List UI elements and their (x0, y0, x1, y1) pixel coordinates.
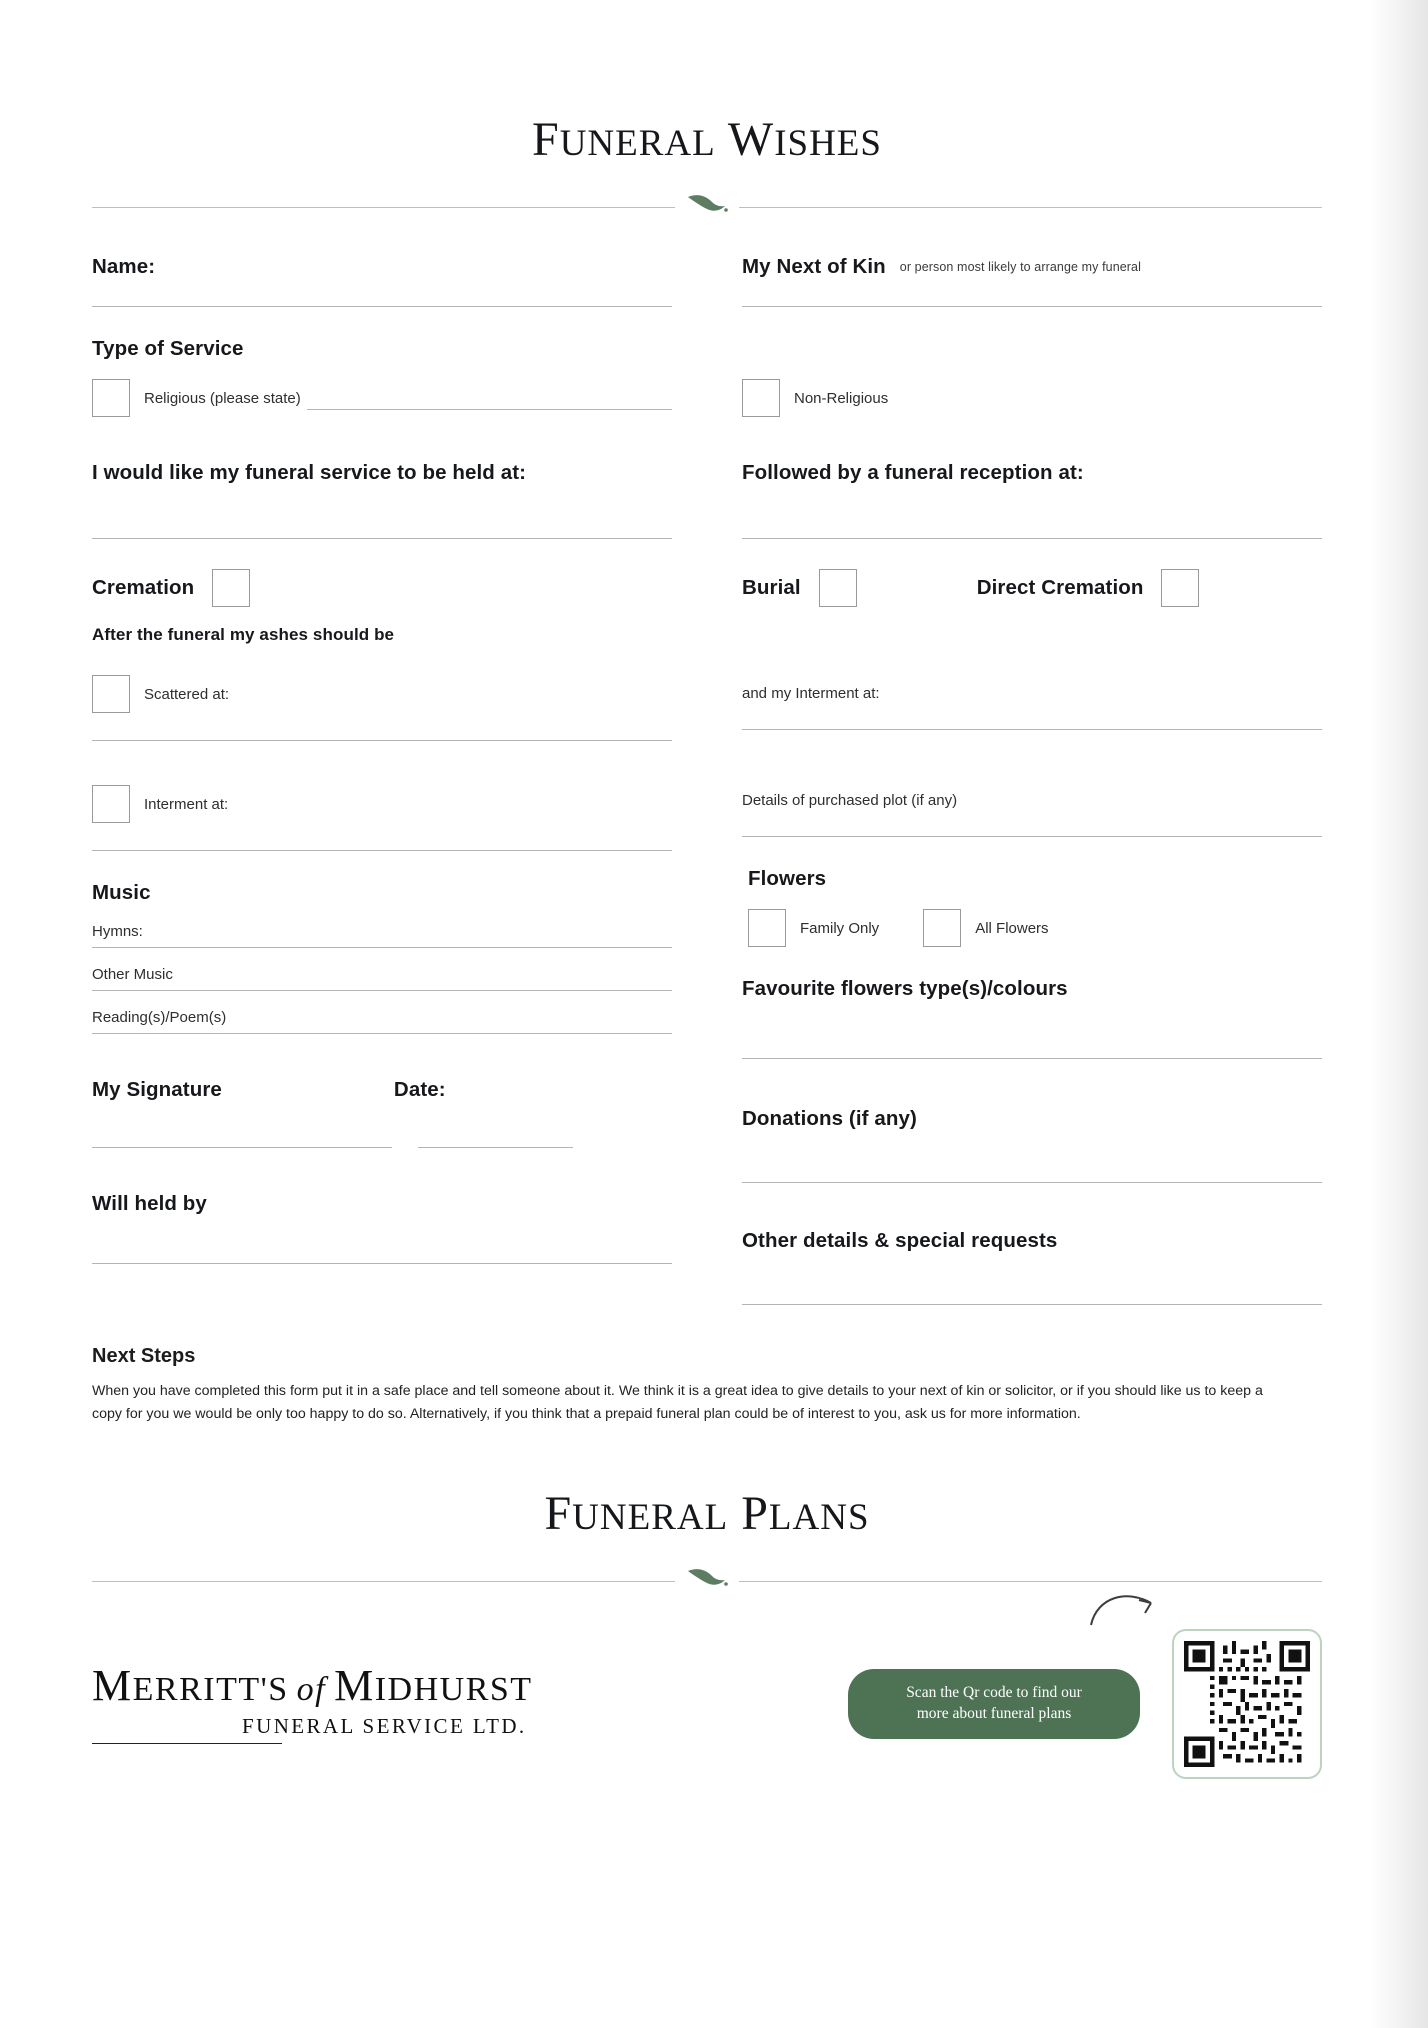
hymns-input[interactable] (92, 923, 672, 948)
interment-at-label: Interment at: (144, 795, 229, 813)
signature-input[interactable] (92, 1146, 392, 1148)
qr-section (848, 1629, 1322, 1779)
next-steps-body: When you have completed this form put it in a safe place and tell someone about it. We think it is a great idea to give details to your next of kin or solicitor, or if you should like us to keep a copy for you we would be only too happy to do so. Alternatively, if you think that a prepaid funeral plan could be of interest to you, ask us for more information. (92, 1383, 1263, 1422)
signature-lines (92, 1146, 672, 1148)
divider-line-left-2 (92, 1581, 675, 1582)
date-input[interactable] (418, 1146, 573, 1148)
readings-input[interactable] (92, 1009, 672, 1034)
company-logo (92, 1661, 533, 1744)
page-title-text: FUNERAL WISHES (531, 113, 882, 166)
date-label: Date: (393, 1078, 446, 1101)
scattered-at-input[interactable] (92, 739, 672, 741)
scan-text-line2: more about funeral plans (916, 1705, 1072, 1722)
burial-direct-row (742, 569, 1322, 607)
logo-midhurst: MIDHURST (334, 1661, 533, 1710)
left-column (92, 255, 672, 1305)
interment-at-input[interactable] (92, 849, 672, 851)
burial-label: Burial (742, 576, 801, 599)
divider-line-left (92, 207, 675, 208)
will-held-by-label: Will held by (92, 1192, 207, 1215)
logo-of: of (296, 1671, 327, 1708)
flowers-options (742, 909, 1322, 947)
divider-top (92, 193, 1322, 221)
qr-code-frame[interactable] (1172, 1629, 1322, 1779)
interment-label: and my Interment at: (742, 685, 880, 702)
readings-label: Reading(s)/Poem(s) (92, 1009, 227, 1026)
divider-line-right (739, 207, 1322, 208)
will-held-by-input[interactable] (92, 1262, 672, 1264)
logo-merritts: MERRITT'S (92, 1661, 289, 1710)
next-of-kin-label: My Next of Kin (742, 255, 886, 278)
interment-input[interactable] (742, 728, 1322, 730)
scan-text-line1: Scan the Qr code to find our (906, 1684, 1082, 1702)
religious-checkbox[interactable] (92, 379, 130, 417)
form-sheet (92, 0, 1322, 1779)
logo-underline (92, 1743, 282, 1744)
reception-input[interactable] (742, 537, 1322, 539)
curved-arrow-icon (1087, 1587, 1157, 1636)
service-held-at-label: I would like my funeral service to be held at: (92, 461, 527, 484)
cremation-checkbox[interactable] (212, 569, 250, 607)
favourite-flowers-label: Favourite flowers type(s)/colours (742, 977, 1068, 1000)
burial-checkbox[interactable] (819, 569, 857, 607)
family-only-label: Family Only (800, 919, 880, 937)
all-flowers-label: All Flowers (975, 919, 1049, 937)
type-of-service-label: Type of Service (92, 337, 244, 360)
plot-details-label: Details of purchased plot (if any) (742, 792, 958, 809)
dove-icon (675, 191, 739, 219)
other-details-label: Other details & special requests (742, 1229, 1058, 1252)
donations-input[interactable] (742, 1181, 1322, 1183)
next-of-kin-note: or person most likely to arrange my funeral (899, 260, 1141, 274)
flowers-label: Flowers (748, 867, 827, 890)
family-only-checkbox[interactable] (748, 909, 786, 947)
hymns-label: Hymns: (92, 923, 143, 940)
scattered-at-label: Scattered at: (144, 685, 230, 703)
religious-label: Religious (please state) (144, 389, 301, 407)
all-flowers-checkbox[interactable] (923, 909, 961, 947)
footer-title (92, 1486, 1322, 1541)
qr-code-icon (1184, 1641, 1310, 1767)
plot-details-input[interactable] (742, 835, 1322, 837)
name-label: Name: (92, 255, 156, 278)
next-steps-heading: Next Steps (92, 1345, 196, 1367)
form-columns (92, 255, 1322, 1305)
religious-option[interactable] (92, 379, 672, 417)
other-music-input[interactable] (92, 966, 672, 991)
dove-icon-2 (675, 1565, 739, 1593)
page-title (92, 112, 1322, 167)
non-religious-label: Non-Religious (794, 389, 889, 407)
signature-row (92, 1078, 672, 1102)
next-of-kin-input[interactable] (742, 305, 1322, 307)
service-held-at-input[interactable] (92, 537, 672, 539)
divider-line-right-2 (739, 1581, 1322, 1582)
non-religious-option[interactable] (742, 379, 1322, 417)
signature-label: My Signature (92, 1078, 222, 1101)
religious-detail-input[interactable] (307, 387, 672, 410)
other-music-label: Other Music (92, 966, 173, 983)
next-of-kin-heading (742, 255, 1322, 279)
non-religious-checkbox[interactable] (742, 379, 780, 417)
footer-title-text: FUNERAL PLANS (544, 1487, 870, 1540)
cremation-option[interactable] (92, 569, 672, 607)
other-details-input[interactable] (742, 1303, 1322, 1305)
ashes-label: After the funeral my ashes should be (92, 625, 395, 644)
right-column (742, 255, 1322, 1305)
cremation-label: Cremation (92, 576, 195, 599)
footer-content (92, 1629, 1322, 1779)
scan-qr-pill (848, 1669, 1140, 1739)
next-steps-section (92, 1345, 1322, 1426)
interment-option[interactable] (92, 785, 672, 823)
direct-cremation-checkbox[interactable] (1161, 569, 1199, 607)
music-label: Music (92, 881, 151, 904)
scattered-checkbox[interactable] (92, 675, 130, 713)
name-input[interactable] (92, 305, 672, 307)
scattered-option[interactable] (92, 675, 672, 713)
page-edge-shadow (1368, 0, 1428, 2028)
direct-cremation-label: Direct Cremation (976, 576, 1144, 599)
logo-subtitle: FUNERAL SERVICE LTD. (242, 1714, 527, 1738)
reception-label: Followed by a funeral reception at: (742, 461, 1084, 484)
footer-section (92, 1486, 1322, 1779)
donations-label: Donations (if any) (742, 1107, 917, 1130)
favourite-flowers-input[interactable] (742, 1057, 1322, 1059)
interment-checkbox[interactable] (92, 785, 130, 823)
